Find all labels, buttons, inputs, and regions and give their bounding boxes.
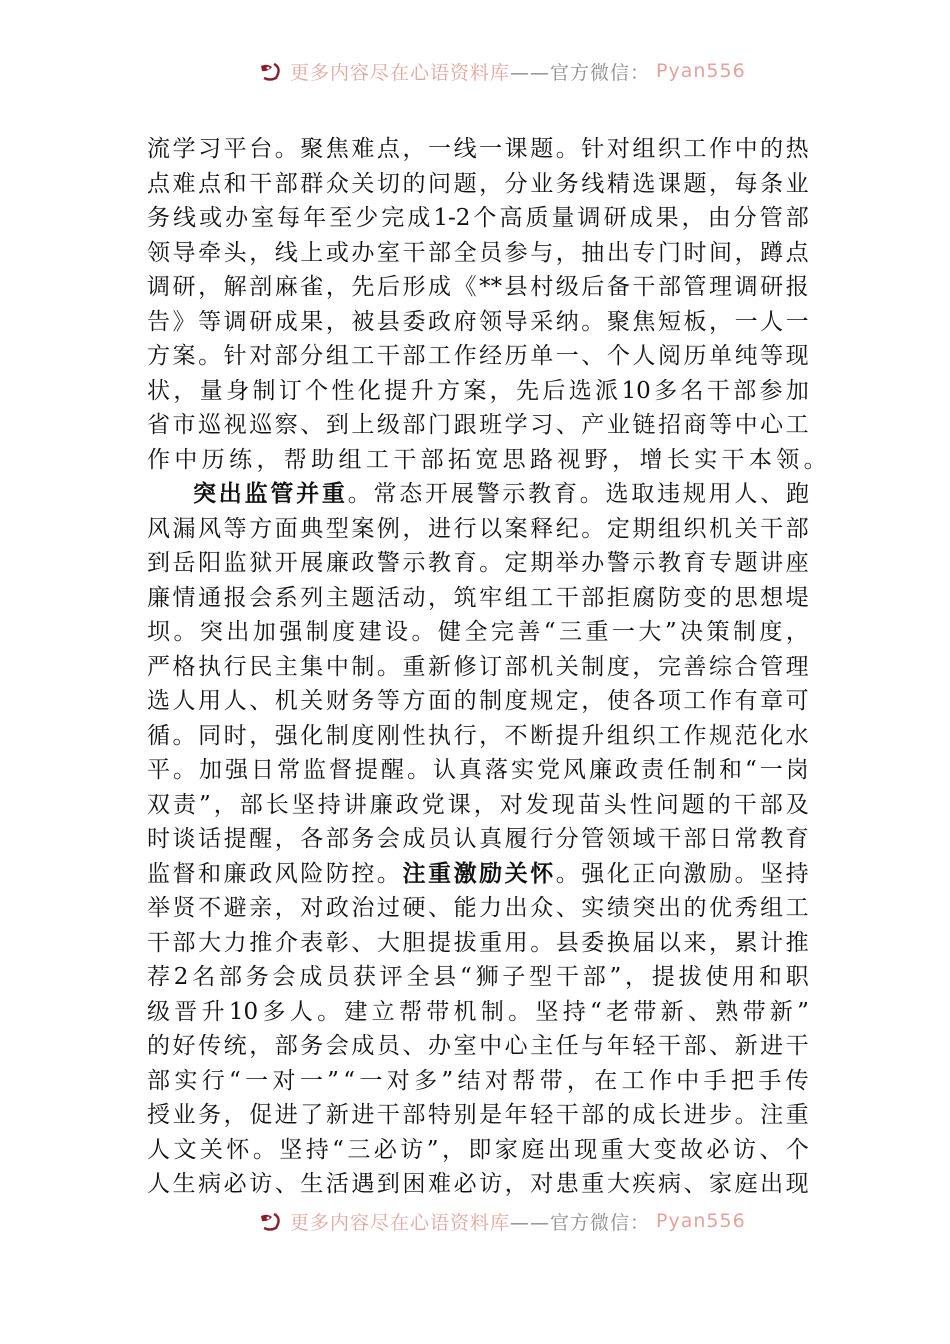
text-line: 选 人 用 人 、 机 关 财 务 等 方 面 的 制 度 规 定 ， 使 各 项 工 作 有 章 可 (147, 688, 809, 714)
text-line: 举 贤 不 避 亲 ， 对 政 治 过 硬 、 能 力 出 众 、 实 绩 突 出 的 优 秀 组 工 (147, 895, 809, 921)
watermark-wechat-id: Pyan556 (656, 60, 746, 82)
text-line: 领 导 牵 头 ， 线 上 或 办 室 干 部 全 员 参 与 ， 抽 出 专 门 时 间 ， 蹲 点 (147, 239, 809, 266)
text-line: 的 好 传 统 ， 部 务 会 成 员 、 办 室 中 心 主 任 与 年 轻 干 部 、 新 进 干 (147, 1033, 809, 1059)
text-line: 监 督 和 廉 政 风 险 防 控 。 注 重 激 励 关 怀 。 强 化 正 向 激 励 。 坚 持 (147, 859, 809, 887)
footer-watermark (258, 1206, 746, 1236)
text-line: 风 漏 风 等 方 面 典 型 案 例 ， 进 行 以 案 释 纪 。 定 期 组 织 机 关 干 部 (147, 515, 809, 542)
text-line: 双 责 ” ， 部 长 坚 持 讲 廉 政 党 课 ， 对 发 现 苗 头 性 问 题 的 干 部 及 (147, 791, 809, 818)
text-line: 突 出 监 管 并 重 。 常 态 开 展 警 示 教 育 。 选 取 违 规 用 人 、 跑 (193, 480, 809, 507)
watermark-text: 更多内容尽在心语资料库 (290, 61, 511, 84)
text-line: 廉 情 通 报 会 系 列 主 题 活 动 ， 筑 牢 组 工 干 部 拒 腐 防 变 的 思 想 堤 (147, 584, 809, 611)
text-line: 到 岳 阳 监 狱 开 展 廉 政 警 示 教 育 。 定 期 举 办 警 示 教 育 专 题 讲 座 (147, 550, 809, 576)
text-line: 时 谈 话 提 醒 ， 各 部 务 会 成 员 认 真 履 行 分 管 领 域 干 部 日 常 教 育 (147, 826, 809, 852)
text-line: 干 部 大 力 推 介 表 彰 、 大 胆 提 拔 重 用 。 县 委 换 届 以 来 ， 累 计 推 (147, 929, 809, 956)
text-line: 务 线 或 办 室 每 年 至 少 完 成 1-2 个 高 质 量 调 研 成 果 ， 由 分 管 部 (147, 205, 809, 231)
text-line: 严 格 执 行 民 主 集 中 制 。 重 新 修 订 部 机 关 制 度 ， 完 善 综 合 管 理 (147, 653, 809, 680)
text-line: 方 案 。 针 对 部 分 组 工 干 部 工 作 经 历 单 一 、 个 人 阅 历 单 纯 等 现 (147, 343, 809, 369)
header-watermark (258, 56, 746, 86)
text-line: 人 生 病 必 访 、 生 活 遇 到 困 难 必 访 ， 对 患 重 大 疾 病 、 家 庭 出 现 (147, 1171, 809, 1197)
xinyu-logo-icon (258, 60, 284, 82)
document-body (147, 132, 831, 1202)
text-line: 平 。 加 强 日 常 监 督 提 醒 。 认 真 落 实 党 风 廉 政 责 任 制 和 “ 一 岗 (147, 757, 809, 783)
watermark-separator: ——官方微信： (510, 1211, 651, 1234)
watermark-separator: ——官方微信： (510, 61, 651, 84)
text-line: 省 市 巡 视 巡 察 、 到 上 级 部 门 跟 班 学 习 、 产 业 链 招 商 等 中 心 工 (147, 412, 809, 438)
text-line: 告 》 等 调 研 成 果 ， 被 县 委 政 府 领 导 采 纳 。 聚 焦 短 板 ， 一 人 一 (147, 308, 809, 335)
text-line: 调 研 ， 解 剖 麻 雀 ， 先 后 形 成 《 ** 县 村 级 后 备 干 部 管 理 调 研 报 (147, 274, 809, 300)
text-line: 点 难 点 和 干 部 群 众 关 切 的 问 题 ， 分 业 务 线 精 选 课 题 ， 每 条 业 (147, 170, 809, 197)
text-line: 坝 。 突 出 加 强 制 度 建 设 。 健 全 完 善 “ 三 重 一 大 ” 决 策 制 度 ， (147, 619, 809, 645)
text-line: 人 文 关 怀 。 坚 持 “ 三 必 访 ” ， 即 家 庭 出 现 重 大 变 故 必 访 、 个 (147, 1136, 809, 1163)
text-line: 流 学 习 平 台 。 聚 焦 难 点 ， 一 线 一 课 题 。 针 对 组 织 工 作 中 的 热 (147, 136, 809, 162)
text-line: 作 中 历 练 ， 帮 助 组 工 干 部 拓 宽 思 路 视 野 ， 增 长 实 干 本 领 。 (147, 446, 831, 473)
text-line: 授 业 务 ， 促 进 了 新 进 干 部 特 别 是 年 轻 干 部 的 成 长 进 步 。 注 重 (147, 1102, 809, 1128)
watermark-wechat-id: Pyan556 (656, 1210, 746, 1232)
text-line: 部 实 行 “ 一 对 一 ” “ 一 对 多 ” 结 对 帮 带 ， 在 工 作 中 手 把 手 传 (147, 1067, 809, 1094)
watermark-text: 更多内容尽在心语资料库 (290, 1211, 511, 1234)
text-line: 级 晋 升 10 多 人 。 建 立 帮 带 机 制 。 坚 持 “ 老 带 新 、 熟 带 新 ” (147, 998, 809, 1025)
xinyu-logo-icon (258, 1210, 284, 1232)
text-line: 循 。 同 时 ， 强 化 制 度 刚 性 执 行 ， 不 断 提 升 组 织 工 作 规 范 化 水 (147, 722, 809, 749)
text-line: 状 ， 量 身 制 订 个 性 化 提 升 方 案 ， 先 后 选 派 10 多 名 干 部 参 加 (147, 377, 809, 404)
text-line: 荐 2 名 部 务 会 成 员 获 评 全 县 “ 狮 子 型 干 部 ” ， 提 拔 使 用 和 职 (147, 964, 809, 990)
